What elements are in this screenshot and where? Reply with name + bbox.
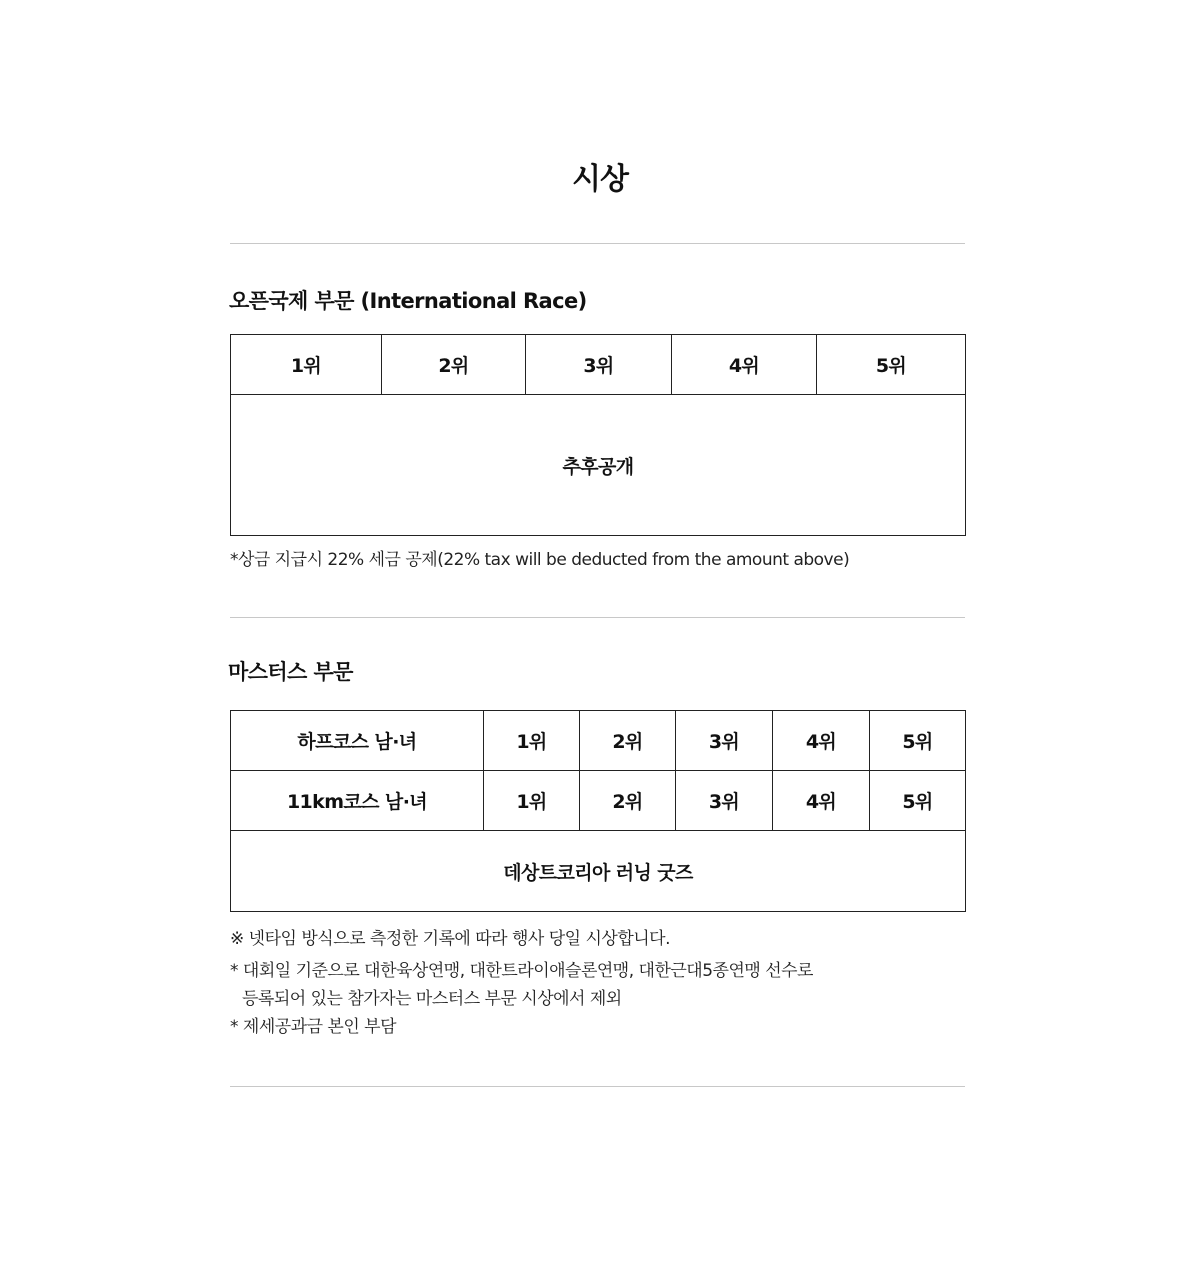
masters-half-course-row bbox=[231, 711, 966, 771]
masters-11km-rank-1: 1위 bbox=[484, 771, 580, 831]
masters-11km-rank-5: 5위 bbox=[870, 771, 966, 831]
masters-11km-rank-4: 4위 bbox=[773, 771, 870, 831]
divider-bottom bbox=[230, 1086, 965, 1087]
international-to-be-announced: 추후공개 bbox=[231, 395, 966, 536]
international-rank-2: 2위 bbox=[382, 335, 526, 395]
divider-top bbox=[230, 243, 965, 244]
international-rank-4: 4위 bbox=[672, 335, 817, 395]
masters-11km-rank-3: 3위 bbox=[676, 771, 773, 831]
international-rank-3: 3위 bbox=[526, 335, 672, 395]
masters-prize-goods: 데상트코리아 러닝 굿즈 bbox=[231, 831, 966, 912]
international-body-row bbox=[231, 395, 966, 536]
masters-half-rank-3: 3위 bbox=[676, 711, 773, 771]
page-title: 시상 bbox=[572, 162, 628, 197]
masters-half-course-label: 하프코스 남·녀 bbox=[231, 711, 484, 771]
international-rank-1: 1위 bbox=[231, 335, 382, 395]
masters-11km-course-row bbox=[231, 771, 966, 831]
masters-prize-table bbox=[230, 710, 966, 912]
international-heading: 오픈국제 부문 (International Race) bbox=[229, 289, 587, 313]
international-rank-row bbox=[231, 335, 966, 395]
masters-heading: 마스터스 부문 bbox=[228, 660, 353, 684]
masters-half-rank-1: 1위 bbox=[484, 711, 580, 771]
masters-11km-course-label: 11km코스 남·녀 bbox=[231, 771, 484, 831]
masters-note-exclusion-cont: 등록되어 있는 참가자는 마스터스 부문 시상에서 제외 bbox=[242, 989, 622, 1009]
masters-half-rank-5: 5위 bbox=[870, 711, 966, 771]
masters-prize-row bbox=[231, 831, 966, 912]
masters-note-nettime: ※ 넷타임 방식으로 측정한 기록에 따라 행사 당일 시상합니다. bbox=[230, 929, 671, 949]
masters-11km-rank-2: 2위 bbox=[580, 771, 676, 831]
masters-half-rank-4: 4위 bbox=[773, 711, 870, 771]
international-prize-table bbox=[230, 334, 966, 536]
divider-middle bbox=[230, 617, 965, 618]
masters-half-rank-2: 2위 bbox=[580, 711, 676, 771]
international-rank-5: 5위 bbox=[817, 335, 966, 395]
masters-note-exclusion: * 대회일 기준으로 대한육상연맹, 대한트라이애슬론연맹, 대한근대5종연맹 선수로 bbox=[230, 961, 813, 981]
international-tax-note: *상금 지급시 22% 세금 공제(22% tax will be deducted from the amount above) bbox=[230, 550, 850, 570]
masters-note-tax: * 제세공과금 본인 부담 bbox=[230, 1017, 397, 1037]
